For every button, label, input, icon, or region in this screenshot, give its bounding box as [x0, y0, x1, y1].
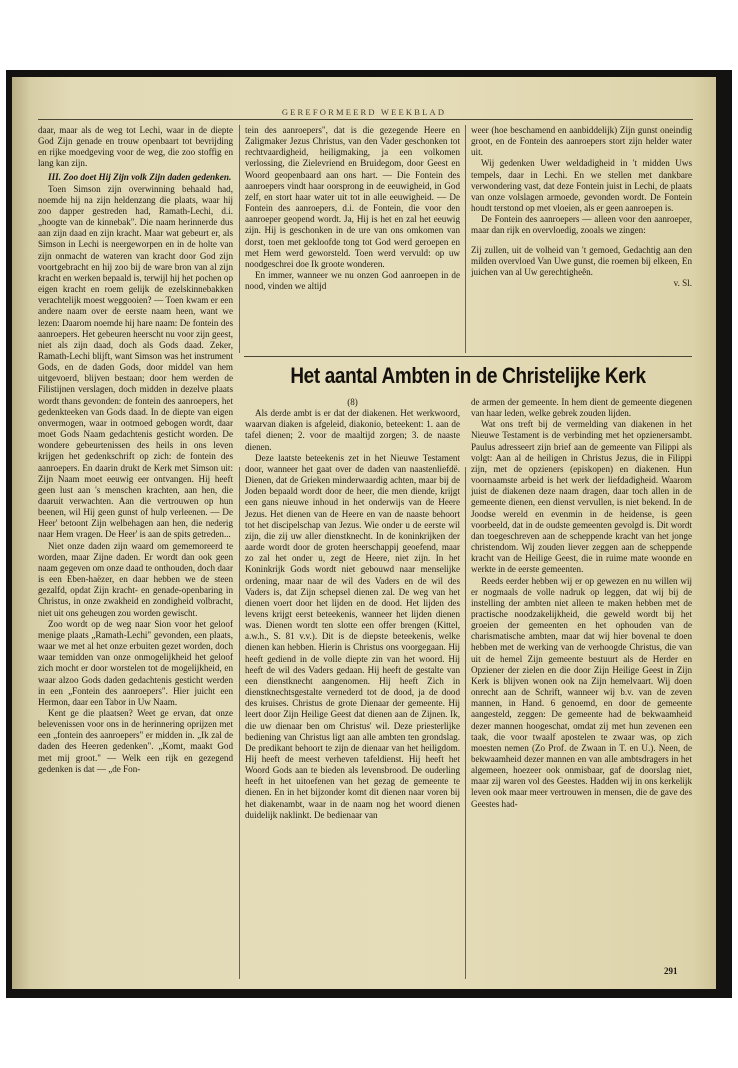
- page-header: GEREFORMEERD WEEKBLAD: [281, 107, 447, 117]
- paragraph: Zij zullen, uit de volheid van 't gemoed, Gedachtig aan den milden overvloed Van Uwe gunst, die roemen bij elkeen, En juichen van al Uw gerechtigheên.: [471, 244, 692, 277]
- column-divider: [239, 125, 240, 353]
- paragraph: Reeds eerder hebben wij er op gewezen en nu willen wij er nogmaals de volle nadruk op leggen, dat wij bij de instelling der ambten niet alleen te maken hebben met de practische noodzakelijkheid, die geweld wordt bij het groeien der gemeenten en het ophouden van de charismatische ambten, maar dat wij hier bovenal te doen hebben met de werking van de verhoogde Christus, die van uit de hemel Zijn gemeente bestuurt als de Herder en Opziener der zielen en die door Zijn Heilige Geest in Zijn Kerk is blijven wonen ook na Zijn hemelvaart. Wij doen onrecht aan de Schrift, wanneer wij b.v. van de zeven mannen, in Hand. 6 genoemd, en door de gemeente aangesteld, zeggen: De gemeente had de bekwaamheid dezer mannen hoogeschat, omdat zij met hun zevenen een taak, die voor twaalf apostelen te zwaar was, op zich moesten nemen (Zo Prof. de Zwaan in T. en U.). Neen, de bekwaamheid dezer mannen en van alle ambtsdragers in het algemeen, hoezeer ook onmisbaar, gaf de doorslag niet, maar zij waren vol des Geestes. Hadden wij in ons kerkelijk leven ook maar meer vertrouwen in mensen, die de gave des Geestes had-: [471, 575, 692, 809]
- paragraph: Niet onze daden zijn waard om gememoreerd te worden, maar Zijne daden. Er wordt dan ook geen naam gegeven om onze daad te onthouden, doch daar is een Eben-haëzer, en daar hebben we de steen gezalfd, opdat Zijn kracht- en genade-openbaring in Christus, in onze zwakheid en zondigheid volbracht, niet uit ons geheugen zou worden gewischt.: [38, 540, 233, 618]
- paragraph: weer (hoe beschamend en aanbiddelijk) Zijn gunst oneindig groot, en de Fontein des aanroepers stort zijn helder water uit.: [471, 125, 692, 158]
- header-rule: [38, 119, 693, 120]
- paragraph: (8): [347, 397, 358, 407]
- article-title: Het aantal Ambten in de Christelijke Kerk: [290, 363, 646, 388]
- paragraph: Wat ons treft bij de vermelding van diakenen in het Nieuwe Testament is de verbinding met het opzienersambt. Paulus adresseert zijn brief aan de gemeente van Filippi als volgt: Aan al de heiligen in Christus Jezus, die in Filippi zijn, met de opzieners (episkopen) en diakenen. Hun voornaamste arbeid is het werk der liefdadigheid. Waarom juist de diakenen deze naam dragen, daar toch allen in de gemeente dienen, een dienst vervullen, is niet bekend. In de Joodse wereld en evenmin in de heidense, is geen voorbeeld, dat in de oudste gemeenten gevolgd is. Dit wordt dan toegeschreven aan de scheppende kracht van het jonge christendom. Wij zouden liever zeggen aan de scheppende kracht van de Heilige Geest, die in ruime mate woonde en werkte in de eerste gemeenten.: [471, 419, 692, 575]
- paragraph: v. Sl.: [673, 278, 692, 289]
- paragraph: Wij gedenken Uwer weldadigheid in 't midden Uws tempels, daar in Lechi. En we stellen met dankbare verwondering vast, dat deze Fontein juist in Lechi, de plaats van onze volslagen armoede, gevonden wordt. De Fontein houdt terstond op met vloeien, als er geen aanroepen is.: [471, 158, 692, 214]
- newspaper-page: [12, 77, 716, 989]
- section-heading: III. Zoo doet Hij Zijn volk Zijn daden gedenken.: [48, 171, 232, 182]
- paragraph: Deze laatste beteekenis zet in het Nieuwe Testament door, wanneer het gaat over de daden van naastenliefdë. Dienen, dat de Grieken minderwaardig achten, maar bij de Joden bepaald wordt door de heer, die men diende, krijgt een gans nieuwe inhoud in het onderwijs van de Heere Jezus. Het dienen van de Heere en van de naaste behoort tot het discipelschap van Jezus. Wie onder u de eerste wil zijn, die zij uw aller dienstknecht. In de koninkrijken der aarde wordt door de groten heerschappij geoefend, maar zo zal het onder u, zegt de Heere, niet zijn. In het Koninkrijk Gods wordt niet gebouwd naar menselijke ordening, maar naar de wil des Vaders en de wil des Vaders is, dat Zijn schepsel dienen zal. De weg van het dienen voert door het lijden en de dood. Het lijden des levens krijgt eerst beteekenis, wanneer het lijden dienen was. Dienen wordt ten slotte een offer brengen (Kittel, a.w.h., S. 81 v.v.). Dit is de diepste beteekenis, welke dienen kan hebben. Hierin is Christus ons voorgegaan. Hij heeft gediend in de volle diepte zin van het woord. Hij heeft de wil des Vaders gedaan. Hij heeft de gestalte van een dienstknecht aangenomen. Hij heeft Zich in dienstknechtsgestalte vernederd tot de dood, ja de dood des kruises. Christus de grote Dienaar der gemeente. Hij leert door Zijn Heilige Geest dat dienen aan de Zijnen. Ik, die uw dienaar ben om Christus' wil. Deze priesterlijke bediening van Christus ligt aan alle ambten ten grondslag. De predikant behoort te zijn de dienaar van het heiligdom. Hij heeft de meest verheven tafeldienst. Hij heeft het Woord Gods aan te bieden als levensbrood. De ouderling heeft in het uitoefenen van het gezag de gemeente te dienen. En in het bijzonder komt dit dienen naar voren bij het diakenambt, waar in de naam nog het woord dienen duidelijk naklinkt. De bedienaar van: [245, 452, 460, 820]
- column-4: [245, 397, 460, 979]
- article-rule: [244, 356, 692, 357]
- column-3: [471, 125, 692, 353]
- column-5: [471, 397, 692, 962]
- column-2: [245, 125, 460, 353]
- paragraph: De Fontein des aanroepers — alleen voor den aanroeper, maar dan rijk en overvloedig, zooals we zingen:: [471, 214, 692, 236]
- page-number: 291: [664, 966, 678, 976]
- column-divider: [239, 467, 240, 979]
- paragraph: En immer, wanneer we nu onzen God aanroepen in de nood, vinden we altijd: [245, 270, 460, 292]
- paragraph: Zoo wordt op de weg naar Sion voor het geloof menige plaats „Ramath-Lechi" gevonden, een plaats, waar we met al het onze erbuiten gezet worden, doch waar temidden van onze onmogelijkheid het geloof zich mocht er door worstelen tot de mogelijkheid, en waar alzoo Gods daden gedachtenis gesticht werden in een „Fontein des aanroepers". Hier juicht een Hermon, daar een Tabor in Uw Naam.: [38, 618, 233, 707]
- paragraph: de armen der gemeente. In hem dient de gemeente diegenen van haar leden, welke gebrek zouden lijden.: [471, 397, 692, 419]
- column-divider: [465, 125, 466, 353]
- paragraph: daar, maar als de weg tot Lechi, waar in de diepte God Zijn genade en trouw openbaart tot bevrijding en rijke moedgeving voor de weg, die zoo stoffig en lang kan zijn.: [38, 125, 233, 169]
- paragraph: Kent ge die plaatsen? Weet ge ervan, dat onze belevenissen voor ons in de herinnering oprijzen met een „fontein des aanroepers" er midden in. „Ik zal de daden des Heeren gedenken". „Komt, maakt God met mij groot." — Welk een rijk en gezegend gedenken is dat — „de Fon-: [38, 707, 233, 774]
- paragraph: tein des aanroepers", dat is die gezegende Heere en Zaligmaker Jezus Christus, van den Vader geschonken tot rechtvaardigheid, heiligmaking, ja een volkomen verlossing, die Zielevriend en Bruidegom, door Geest en Woord geopenbaard aan ons hart. — Die Fontein des aanroepers vindt haar oorsprong in de eeuwigheid, in God zelf, en stort haar water uit tot in alle eeuwigheid. — De Fontein des aanroepers, d.i. de Fontein, die voor den aanroeper geopend wordt. Ja, Hij is het en zal het eeuwig zijn. Hij is geschonken in de ure van ons omkomen van dorst, toen met gekloofde tong tot God werd geroepen en met Hem werd geworsteld. Toen werd vervuld: op uw noodgeschrei doe Ik groote wonderen.: [245, 125, 460, 269]
- paragraph: [471, 237, 692, 245]
- column-1: [38, 125, 233, 977]
- paragraph: Toen Simson zijn overwinning behaald had, noemde hij na zijn heldenzang die plaats, waar hij zoo dapper gestreden had, Ramath-Lechi, d.i. „hoogte van de kinnebak". Die naam herinnerde dus aan zijn daad en zijn kracht. Maar wat gebeurt er, als Simson in Lechi is neergeworpen en in de holte van zijn onmacht de wateren van kracht door God zijn voortgebracht en hij zoo bij de ware bron van al zijn kracht en werken bepaald is, terwijl hij het pochen op eigen kracht en roem gelijk de ezelskinnebakken verachtelijk moest weggooien? — Toen kwam er een andere naam over de eerste naam heen, want we lezen: Daarom noemde hij hare naam: De fontein des aanroepers. Het gebeuren heerscht nu voor zijn geest, niet als zijn daad, doch als Gods daad. Zeker, Ramath-Lechi blijft, want Simson was het instrument Gods, en de daden Gods, door middel van hem uitgevoerd, blijven bestaan; door hem werden de Filistijnen verslagen, doch midden in dezelve plaats wordt thans gevonden: de fontein des aanroepers, het gedenkteeken van Gods daad. In de diepte van eigen onvermogen, waar in ootmoed gebogen wordt, daar moet Gods Naam gedachtenis gesticht worden. De wondere gebeurtenissen des heils in ons leven krijgen het gedenkschrift op zich: de fontein des aanroepers. En daarin drukt de Kerk met Simson uit: Zijn Naam moet eeuwig eer ontvangen. Hij heeft geen lust aan 's menschen krachten, aan hen, die daaruit verwachten. Aan die vertrouwen op hun beenen, wil Hij geen gunst of hulp verleenen. — De Heer' betoont Zijn welbehagen aan hen, die nederig naar Hem vragen. De Heer' is aan de spits getreden...: [38, 183, 233, 540]
- paragraph: Als derde ambt is er dat der diakenen. Het werkwoord, waarvan diaken is afgeleid, diakonio, beteekent: 1. aan de tafel dienen; 2. voor de maaltijd zorgen; 3. de naaste dienen.: [245, 408, 460, 452]
- column-divider: [465, 467, 466, 979]
